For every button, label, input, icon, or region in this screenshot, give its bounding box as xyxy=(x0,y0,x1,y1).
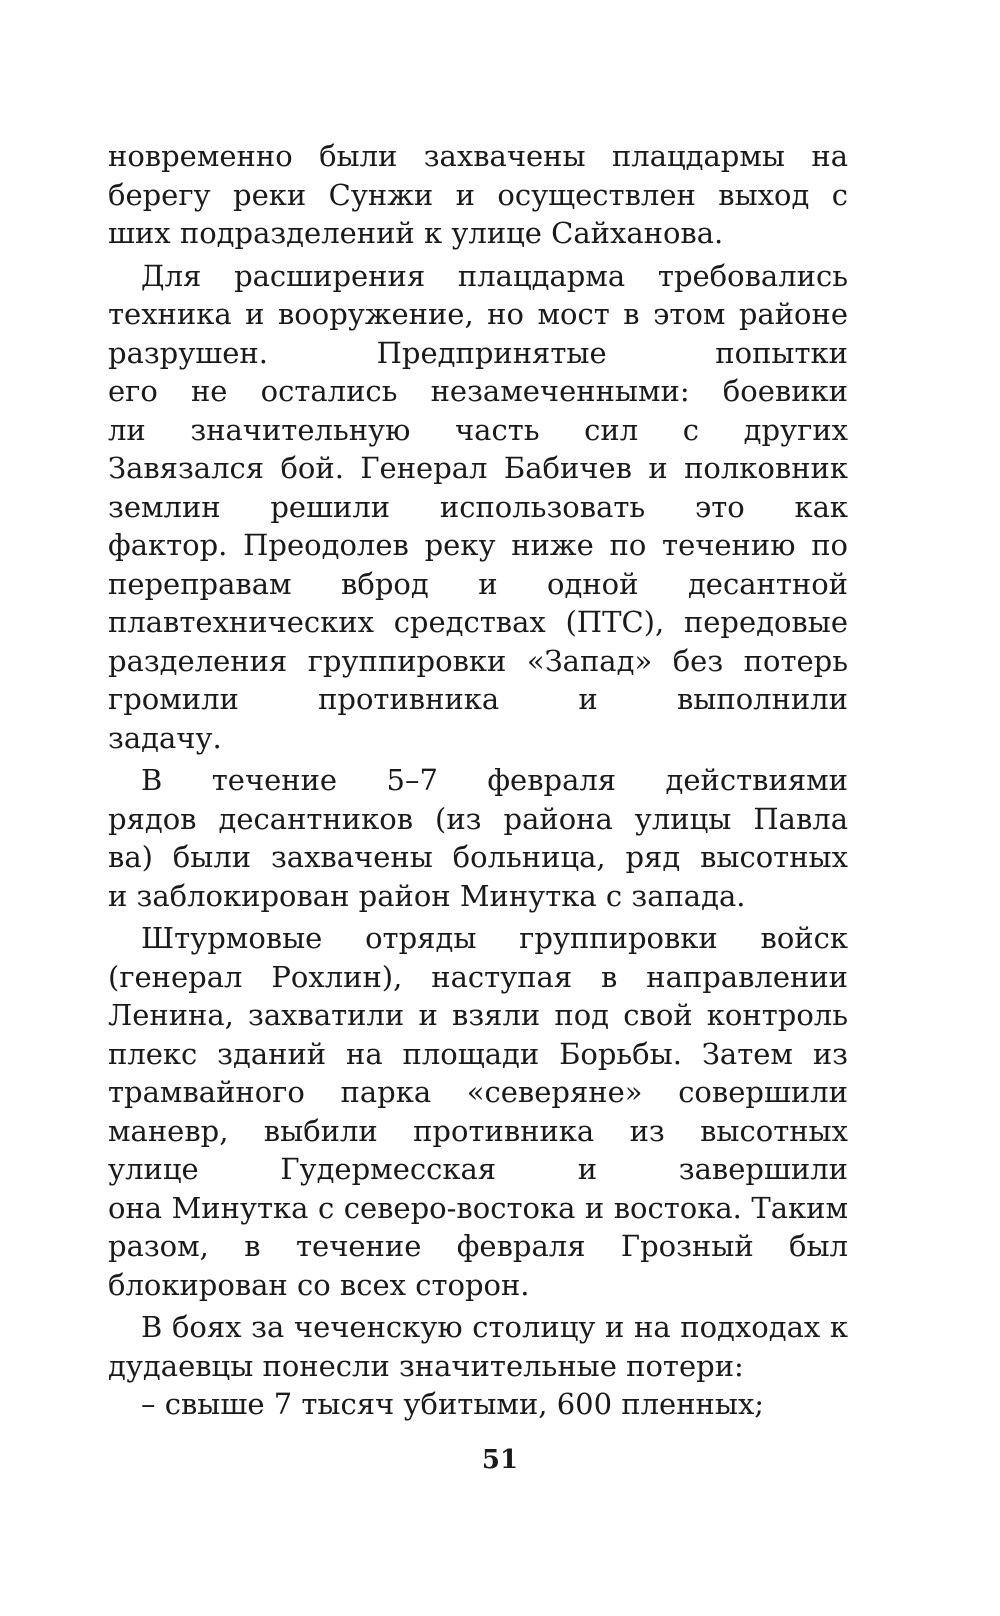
text-line: блокирован со всех сторон. xyxy=(108,1267,530,1302)
text-line: переправам вброд и одной десантной xyxy=(108,566,848,601)
text-line: берегу реки Сунжи и осуществлен выход с xyxy=(108,177,848,212)
text-line: громили противника и выполнили xyxy=(108,682,848,716)
text-line: разделения группировки «Запад» без потерь xyxy=(108,643,848,678)
text-line: Ленина, захватили и взяли под свой контроль xyxy=(108,998,848,1032)
text-line: новременно были захвачены плацдармы на xyxy=(108,139,848,173)
list-item: – свыше 7 тысяч убитыми, 600 пленных; xyxy=(141,1387,765,1421)
text-line: землин решили использовать это как xyxy=(108,489,848,524)
text-line: техника и вооружение, но мост в этом районе xyxy=(108,297,848,331)
text-line: (генерал Рохлин), наступая в направлении xyxy=(108,959,848,994)
text-line: В течение 5–7 февраля действиями xyxy=(141,763,848,797)
text-line: дудаевцы понесли значительные потери: xyxy=(108,1348,744,1383)
text-line: фактор. Преодолев реку ниже по течению по xyxy=(108,528,848,562)
text-line: рядов десантников (из района улицы Павла xyxy=(108,801,848,836)
text-line: задачу. xyxy=(108,720,222,755)
text-line: плавтехнических средствах (ПТС), передовые xyxy=(108,605,848,639)
text-line: В боях за чеченскую столицу и на подходах к xyxy=(141,1310,848,1344)
text-line: и заблокирован район Минутка с запада. xyxy=(108,878,746,913)
text-line: его не остались незамеченными: боевики xyxy=(108,374,848,408)
text-line: ших подразделений к улице Сайханова. xyxy=(108,216,724,250)
text-line: ли значительную часть сил с других xyxy=(108,412,848,447)
text-line: она Минутка с северо-востока и востока. Таким xyxy=(108,1190,848,1225)
text-line: плекс зданий на площади Борьбы. Затем из xyxy=(108,1036,848,1071)
text-line: трамвайного парка «северяне» совершили xyxy=(108,1075,848,1109)
text-line: разрушен. Предпринятые попытки xyxy=(108,335,848,370)
page-number: 51 xyxy=(481,1445,519,1475)
text-line: Штурмовые отряды группировки войск xyxy=(141,921,848,955)
text-line: разом, в течение февраля Грозный был xyxy=(108,1229,848,1263)
text-line: Завязался бой. Генерал Бабичев и полковник xyxy=(108,451,848,485)
body-text xyxy=(108,137,848,1424)
text-line: маневр, выбили противника из высотных xyxy=(108,1113,848,1148)
text-line: ва) были захвачены больница, ряд высотных xyxy=(108,840,848,874)
text-line: Для расширения плацдарма требовались xyxy=(141,258,848,293)
text-line: улице Гудермесская и завершили xyxy=(108,1152,848,1186)
